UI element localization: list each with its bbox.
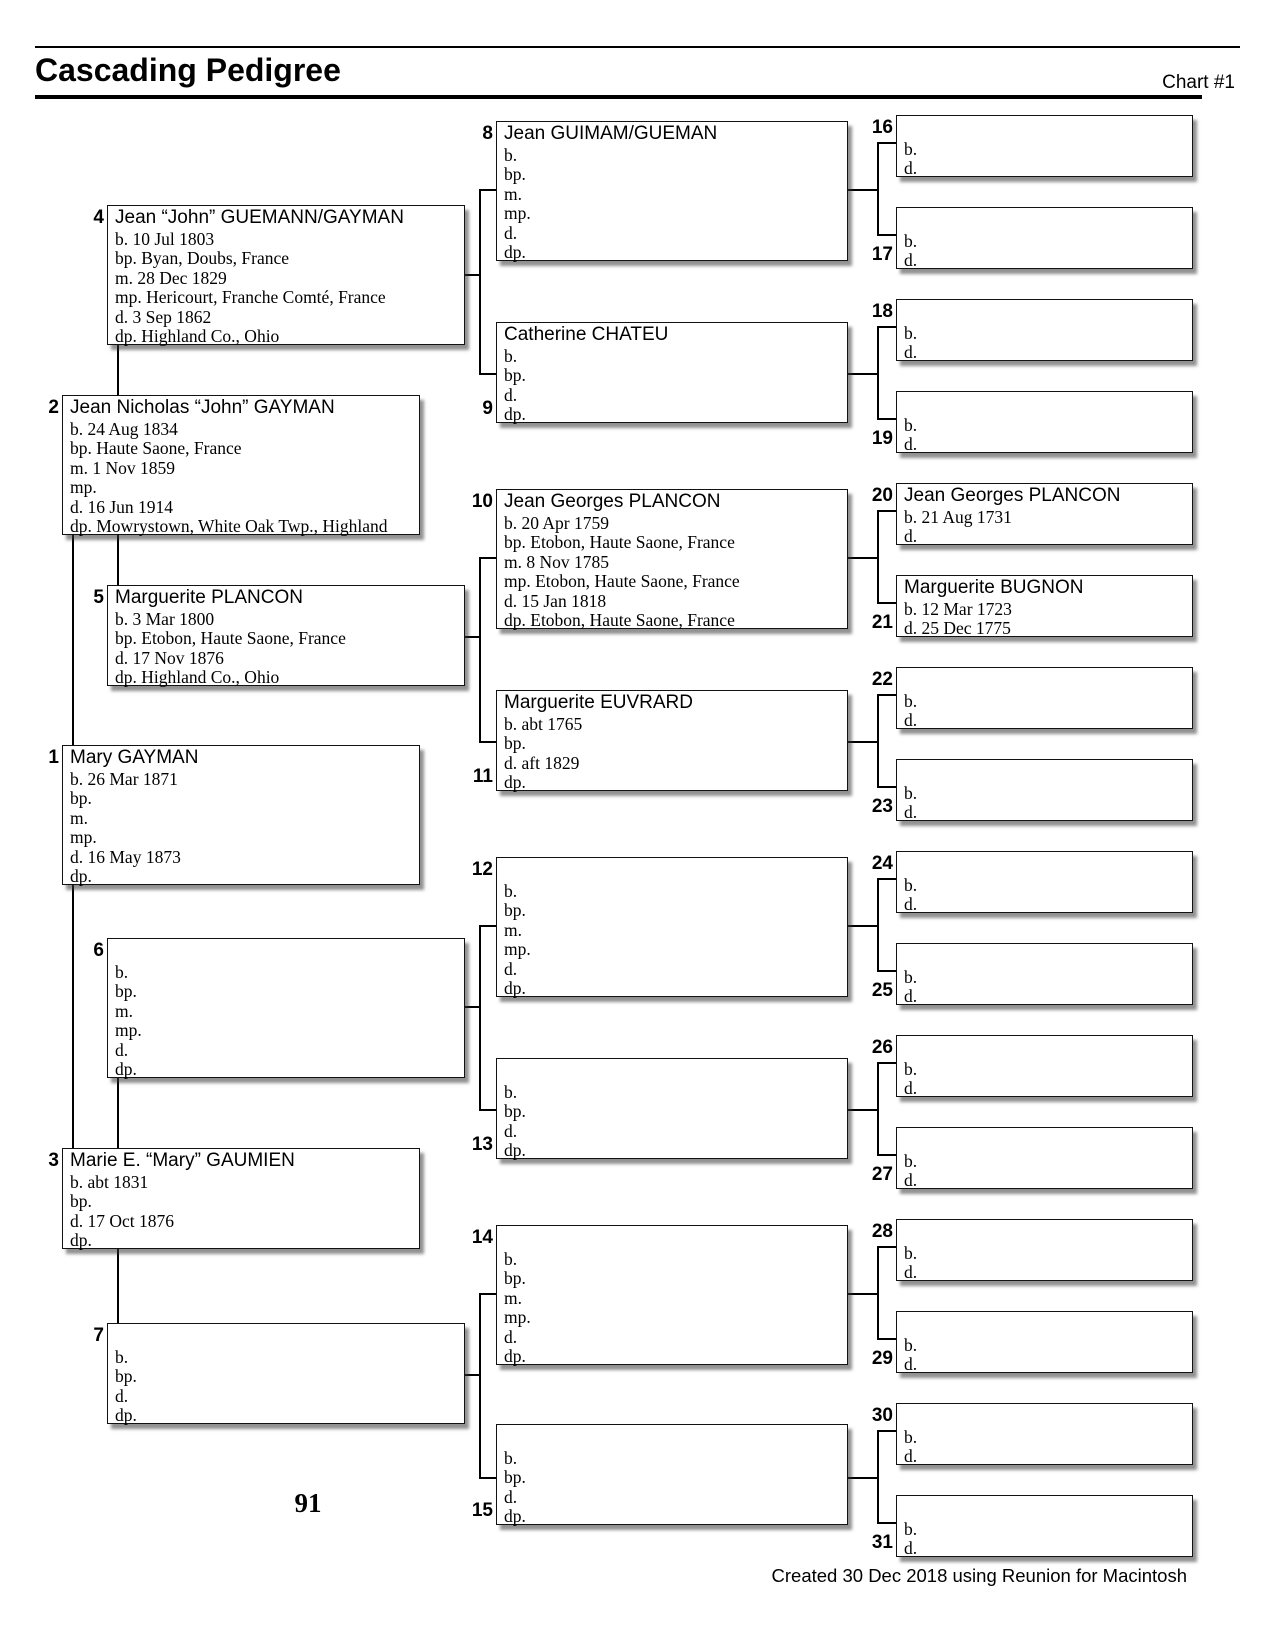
person-field: bp. Etobon, Haute Saone, France [115, 629, 346, 649]
chart-number-label: Chart #1 [1162, 72, 1235, 93]
person-field: dp. [504, 1347, 526, 1367]
person-name [897, 1496, 1192, 1520]
person-fields [497, 347, 847, 425]
person-field: mp. [504, 204, 531, 224]
connector-line [877, 418, 896, 420]
person-field: m. 8 Nov 1785 [504, 552, 609, 572]
person-fields [897, 784, 1192, 823]
box-number: 7 [93, 1325, 104, 1346]
person-field: m. [115, 1001, 133, 1021]
person-field: dp. [504, 773, 526, 793]
person-fields [497, 882, 847, 998]
person-fields [897, 876, 1192, 915]
person-name: Jean Georges PLANCON [504, 491, 721, 512]
pedigree-box-19 [871, 391, 1193, 455]
connector-line [877, 1062, 879, 1156]
person-field: bp. [504, 1102, 526, 1122]
person-field: bp. Byan, Doubs, France [115, 249, 290, 269]
person-field: d. [504, 1327, 518, 1347]
pedigree-box-18 [871, 299, 1193, 363]
connector-line [877, 694, 879, 788]
person-name: Marie E. “Mary” GAUMIEN [70, 1150, 295, 1171]
box-number: 5 [93, 587, 104, 608]
pedigree-box-20 [871, 483, 1193, 547]
pedigree-box-8 [482, 121, 848, 263]
connector-line [848, 1109, 877, 1111]
box-number: 1 [48, 747, 59, 768]
connector-line [877, 142, 896, 144]
person-field: d. [904, 1079, 918, 1099]
person-name: Marguerite BUGNON [904, 577, 1084, 598]
box-number: 6 [93, 940, 104, 961]
pedigree-box-10 [471, 489, 848, 631]
person-field: dp. [115, 1060, 137, 1080]
person-field: bp. [115, 982, 137, 1002]
person-name [897, 1036, 1192, 1060]
box-number: 28 [871, 1221, 893, 1242]
pedigree-box-13 [471, 1058, 848, 1161]
person-name [897, 944, 1192, 968]
connector-line [877, 694, 896, 696]
connector-line [479, 1477, 496, 1479]
person-fields [897, 508, 1192, 547]
person-field: d. [904, 159, 918, 179]
person-field: mp. [504, 940, 531, 960]
pedigree-box-12 [471, 857, 848, 999]
pedigree-box-7 [93, 1323, 465, 1426]
box-number: 20 [871, 485, 893, 506]
connector-line [877, 602, 896, 604]
box-number: 22 [871, 669, 893, 690]
person-field: b. [504, 1449, 518, 1468]
person-field: d. [904, 803, 918, 823]
person-field: dp. [504, 405, 526, 425]
pedigree-box-29 [871, 1311, 1193, 1375]
box-number: 12 [471, 859, 493, 880]
person-name [497, 1059, 847, 1083]
connector-line [877, 1338, 896, 1340]
box-number: 26 [871, 1037, 893, 1058]
person-field: b. [504, 1083, 518, 1102]
pedigree-box-30 [871, 1403, 1193, 1467]
person-field: d. 25 Dec 1775 [904, 619, 1011, 639]
person-field: b. 24 Aug 1834 [70, 420, 178, 439]
person-field: bp. [504, 901, 526, 921]
person-field: d. [904, 251, 918, 271]
person-field: dp. Highland Co., Ohio [115, 668, 280, 688]
person-name [897, 300, 1192, 324]
box-number: 2 [48, 397, 59, 418]
pedigree-box-21 [871, 575, 1193, 639]
box-number: 10 [471, 491, 493, 512]
box-number: 14 [471, 1227, 493, 1248]
connector-line [479, 557, 496, 559]
box-number: 21 [871, 612, 893, 633]
person-fields [897, 1336, 1192, 1375]
person-name [897, 1404, 1192, 1428]
box-number: 9 [482, 398, 493, 419]
person-field: dp. [504, 243, 526, 263]
person-field: mp. Hericourt, Franche Comté, France [115, 288, 386, 308]
person-name [897, 668, 1192, 692]
person-fields [897, 1428, 1192, 1467]
person-name [897, 116, 1192, 140]
connector-line [877, 1430, 896, 1432]
person-field: b. [904, 1520, 918, 1539]
person-field: dp. [504, 979, 526, 999]
connector-line [877, 1062, 896, 1064]
person-field: dp. Mowrystown, White Oak Twp., Highland [70, 517, 388, 537]
pedigree-box-3 [48, 1148, 420, 1251]
pedigree-box-17 [871, 207, 1193, 271]
person-name [497, 1226, 847, 1250]
box-number: 23 [871, 796, 893, 817]
connector-line [877, 1154, 896, 1156]
person-name: Marguerite EUVRARD [504, 692, 693, 713]
person-name [897, 1128, 1192, 1152]
box-number: 15 [471, 1500, 493, 1521]
person-name [108, 939, 464, 963]
person-fields [63, 1173, 419, 1251]
person-field: mp. [115, 1021, 142, 1041]
person-fields [497, 146, 847, 262]
person-field: bp. [504, 1269, 526, 1289]
person-field: d. 17 Oct 1876 [70, 1211, 175, 1231]
connector-line [479, 741, 496, 743]
person-field: b. [904, 416, 918, 435]
box-number: 31 [871, 1532, 893, 1553]
person-field: d. [904, 1447, 918, 1467]
person-field: b. [504, 347, 518, 366]
person-name [897, 208, 1192, 232]
person-field: d. [904, 987, 918, 1007]
person-field: b. 21 Aug 1731 [904, 508, 1012, 527]
connector-line [877, 1246, 879, 1340]
pedigree-box-22 [871, 667, 1193, 731]
person-field: m. [504, 1288, 522, 1308]
connector-line [877, 1430, 879, 1524]
connector-line [877, 970, 896, 972]
box-number: 30 [871, 1405, 893, 1426]
person-field: b. [904, 1060, 918, 1079]
person-field: d. [504, 1121, 518, 1141]
person-fields [108, 610, 464, 688]
person-field: mp. [70, 828, 97, 848]
connector-line [877, 1522, 896, 1524]
person-field: d. [115, 1040, 129, 1060]
person-field: m. [504, 184, 522, 204]
person-field: dp. [70, 1231, 92, 1251]
person-field: b. abt 1765 [504, 715, 583, 734]
person-name [897, 852, 1192, 876]
connector-line [877, 786, 896, 788]
person-field: b. 10 Jul 1803 [115, 230, 215, 249]
connector-line [877, 510, 896, 512]
box-number: 19 [871, 428, 893, 449]
box-number: 16 [871, 117, 893, 138]
header-top-line [35, 46, 1240, 48]
person-field: b. [904, 1244, 918, 1263]
connector-line [479, 373, 496, 375]
person-field: bp. [70, 789, 92, 809]
pedigree-box-31 [871, 1495, 1193, 1559]
connector-line [479, 557, 481, 743]
person-field: d. 15 Jan 1818 [504, 591, 607, 611]
person-field: dp. Etobon, Haute Saone, France [504, 611, 735, 631]
person-name: Jean Nicholas “John” GAYMAN [70, 397, 335, 418]
person-field: b. [504, 146, 518, 165]
person-field: mp. [504, 1308, 531, 1328]
box-number: 27 [871, 1164, 893, 1185]
person-fields [897, 232, 1192, 271]
pedigree-box-15 [471, 1424, 848, 1527]
person-field: b. [904, 1336, 918, 1355]
pedigree-box-16 [871, 115, 1193, 179]
page-number: 91 [294, 1488, 322, 1518]
connector-line [479, 189, 496, 191]
connector-line [877, 326, 879, 420]
person-field: b. [904, 968, 918, 987]
person-name: Jean GUIMAM/GUEMAN [504, 123, 718, 144]
footer-credit: Created 30 Dec 2018 using Reunion for Macintosh [771, 1565, 1187, 1586]
person-fields [897, 692, 1192, 731]
person-fields [497, 1250, 847, 1366]
person-field: b. [115, 963, 129, 982]
person-field: d. [904, 1263, 918, 1283]
person-field: d. [904, 711, 918, 731]
pedigree-box-5 [93, 585, 465, 688]
pedigree-box-2 [48, 395, 420, 537]
connector-line [877, 1246, 896, 1248]
person-field: b. [904, 324, 918, 343]
person-fields [897, 1520, 1192, 1559]
person-field: d. 3 Sep 1862 [115, 307, 212, 327]
person-field: b. [904, 140, 918, 159]
pedigree-box-27 [871, 1127, 1193, 1191]
box-number: 24 [871, 853, 893, 874]
person-field: dp. [504, 1507, 526, 1527]
person-name [897, 1220, 1192, 1244]
person-fields [497, 1083, 847, 1161]
person-fields [63, 770, 419, 886]
person-field: m. 1 Nov 1859 [70, 458, 175, 478]
person-field: b. [904, 876, 918, 895]
person-field: bp. [504, 366, 526, 386]
pedigree-box-28 [871, 1219, 1193, 1283]
pedigree-box-1 [48, 745, 420, 887]
person-field: b. [904, 1428, 918, 1447]
connector-line [877, 326, 896, 328]
person-fields [108, 1348, 464, 1426]
pedigree-box-4 [93, 205, 465, 347]
person-fields [497, 1449, 847, 1527]
person-field: mp. Etobon, Haute Saone, France [504, 572, 740, 592]
connector-line [848, 925, 877, 927]
connector-line [877, 878, 879, 972]
pedigree-box-9 [482, 322, 848, 425]
pedigree-box-23 [871, 759, 1193, 823]
person-field: d. 16 Jun 1914 [70, 497, 174, 517]
connector-line [848, 1477, 877, 1479]
person-name: Catherine CHATEU [504, 324, 669, 345]
connector-line [848, 557, 877, 559]
connector-line [848, 741, 877, 743]
box-number: 17 [871, 244, 893, 265]
box-number: 18 [871, 301, 893, 322]
person-fields [497, 514, 847, 630]
connector-line [479, 1293, 481, 1479]
person-field: d. [904, 1355, 918, 1375]
connector-line [877, 878, 896, 880]
person-field: d. 16 May 1873 [70, 847, 181, 867]
person-field: dp. [115, 1406, 137, 1426]
person-name: Mary GAYMAN [70, 747, 199, 768]
person-fields [497, 715, 847, 793]
person-field: b. 3 Mar 1800 [115, 610, 215, 629]
person-field: dp. [70, 867, 92, 887]
person-fields [897, 1060, 1192, 1099]
connector-line [848, 189, 877, 191]
person-field: bp. Etobon, Haute Saone, France [504, 533, 735, 553]
person-field: d. [904, 343, 918, 363]
person-field: b. 12 Mar 1723 [904, 600, 1012, 619]
person-fields [897, 1152, 1192, 1191]
person-fields [108, 230, 464, 346]
box-number: 3 [48, 1150, 59, 1171]
person-name: Jean Georges PLANCON [904, 485, 1121, 506]
person-field: b. 26 Mar 1871 [70, 770, 178, 789]
pedigree-box-11 [472, 690, 848, 793]
person-field: dp. Highland Co., Ohio [115, 327, 280, 347]
person-name [497, 858, 847, 882]
person-name: Jean “John” GUEMANN/GAYMAN [115, 207, 404, 228]
person-field: d. [904, 1171, 918, 1191]
pedigree-box-26 [871, 1035, 1193, 1099]
person-field: d. [115, 1386, 129, 1406]
person-field: d. aft 1829 [504, 753, 580, 773]
person-field: b. [904, 1152, 918, 1171]
person-field: d. [904, 1539, 918, 1559]
pedigree-box-25 [871, 943, 1193, 1007]
connector-line [848, 373, 877, 375]
person-field: d. [904, 435, 918, 455]
connector-line [877, 234, 896, 236]
box-number: 25 [871, 980, 893, 1001]
person-fields [897, 140, 1192, 179]
connector-line [877, 142, 879, 236]
person-field: b. [504, 882, 518, 901]
box-number: 13 [471, 1134, 493, 1155]
person-fields [897, 324, 1192, 363]
person-field: b. [904, 692, 918, 711]
connector-line [479, 925, 481, 1111]
box-number: 4 [93, 207, 104, 228]
person-field: d. [504, 385, 518, 405]
person-field: m. [70, 808, 88, 828]
person-field: d. [504, 1487, 518, 1507]
person-field: bp. [115, 1367, 137, 1387]
person-field: bp. [504, 734, 526, 754]
person-name: Marguerite PLANCON [115, 587, 303, 608]
person-fields [897, 600, 1192, 639]
person-name [108, 1324, 464, 1348]
title-rule [35, 95, 1202, 99]
box-number: 29 [871, 1348, 893, 1369]
person-field: b. [904, 784, 918, 803]
person-field: d. [504, 959, 518, 979]
person-field: b. 20 Apr 1759 [504, 514, 609, 533]
box-number: 11 [472, 766, 493, 787]
person-fields [108, 963, 464, 1079]
connector-line [479, 925, 496, 927]
pedigree-box-24 [871, 851, 1193, 915]
person-field: d. [904, 527, 918, 547]
person-field: b. [904, 232, 918, 251]
connector-line [877, 510, 879, 604]
person-field: d. [504, 223, 518, 243]
page-title: Cascading Pedigree [35, 52, 341, 88]
connector-line [479, 1109, 496, 1111]
connector-line [848, 1293, 877, 1295]
person-name [497, 1425, 847, 1449]
person-field: m. [504, 920, 522, 940]
connector-line [479, 1293, 496, 1295]
pedigree-box-14 [471, 1225, 848, 1367]
person-fields [897, 416, 1192, 455]
person-field: b. [115, 1348, 129, 1367]
person-field: b. abt 1831 [70, 1173, 149, 1192]
person-name [897, 392, 1192, 416]
person-fields [63, 420, 419, 536]
pedigree-box-6 [93, 938, 465, 1080]
person-field: d. [904, 895, 918, 915]
box-number: 8 [482, 123, 493, 144]
person-field: m. 28 Dec 1829 [115, 268, 227, 288]
person-field: d. 17 Nov 1876 [115, 648, 224, 668]
person-field: dp. [504, 1141, 526, 1161]
connector-line [479, 189, 481, 375]
person-field: b. [504, 1250, 518, 1269]
person-fields [897, 1244, 1192, 1283]
person-field: mp. [70, 478, 97, 498]
person-field: bp. [504, 165, 526, 185]
person-field: bp. [504, 1468, 526, 1488]
person-fields [897, 968, 1192, 1007]
person-field: bp. Haute Saone, France [70, 439, 242, 459]
person-field: bp. [70, 1192, 92, 1212]
person-name [897, 760, 1192, 784]
person-name [897, 1312, 1192, 1336]
